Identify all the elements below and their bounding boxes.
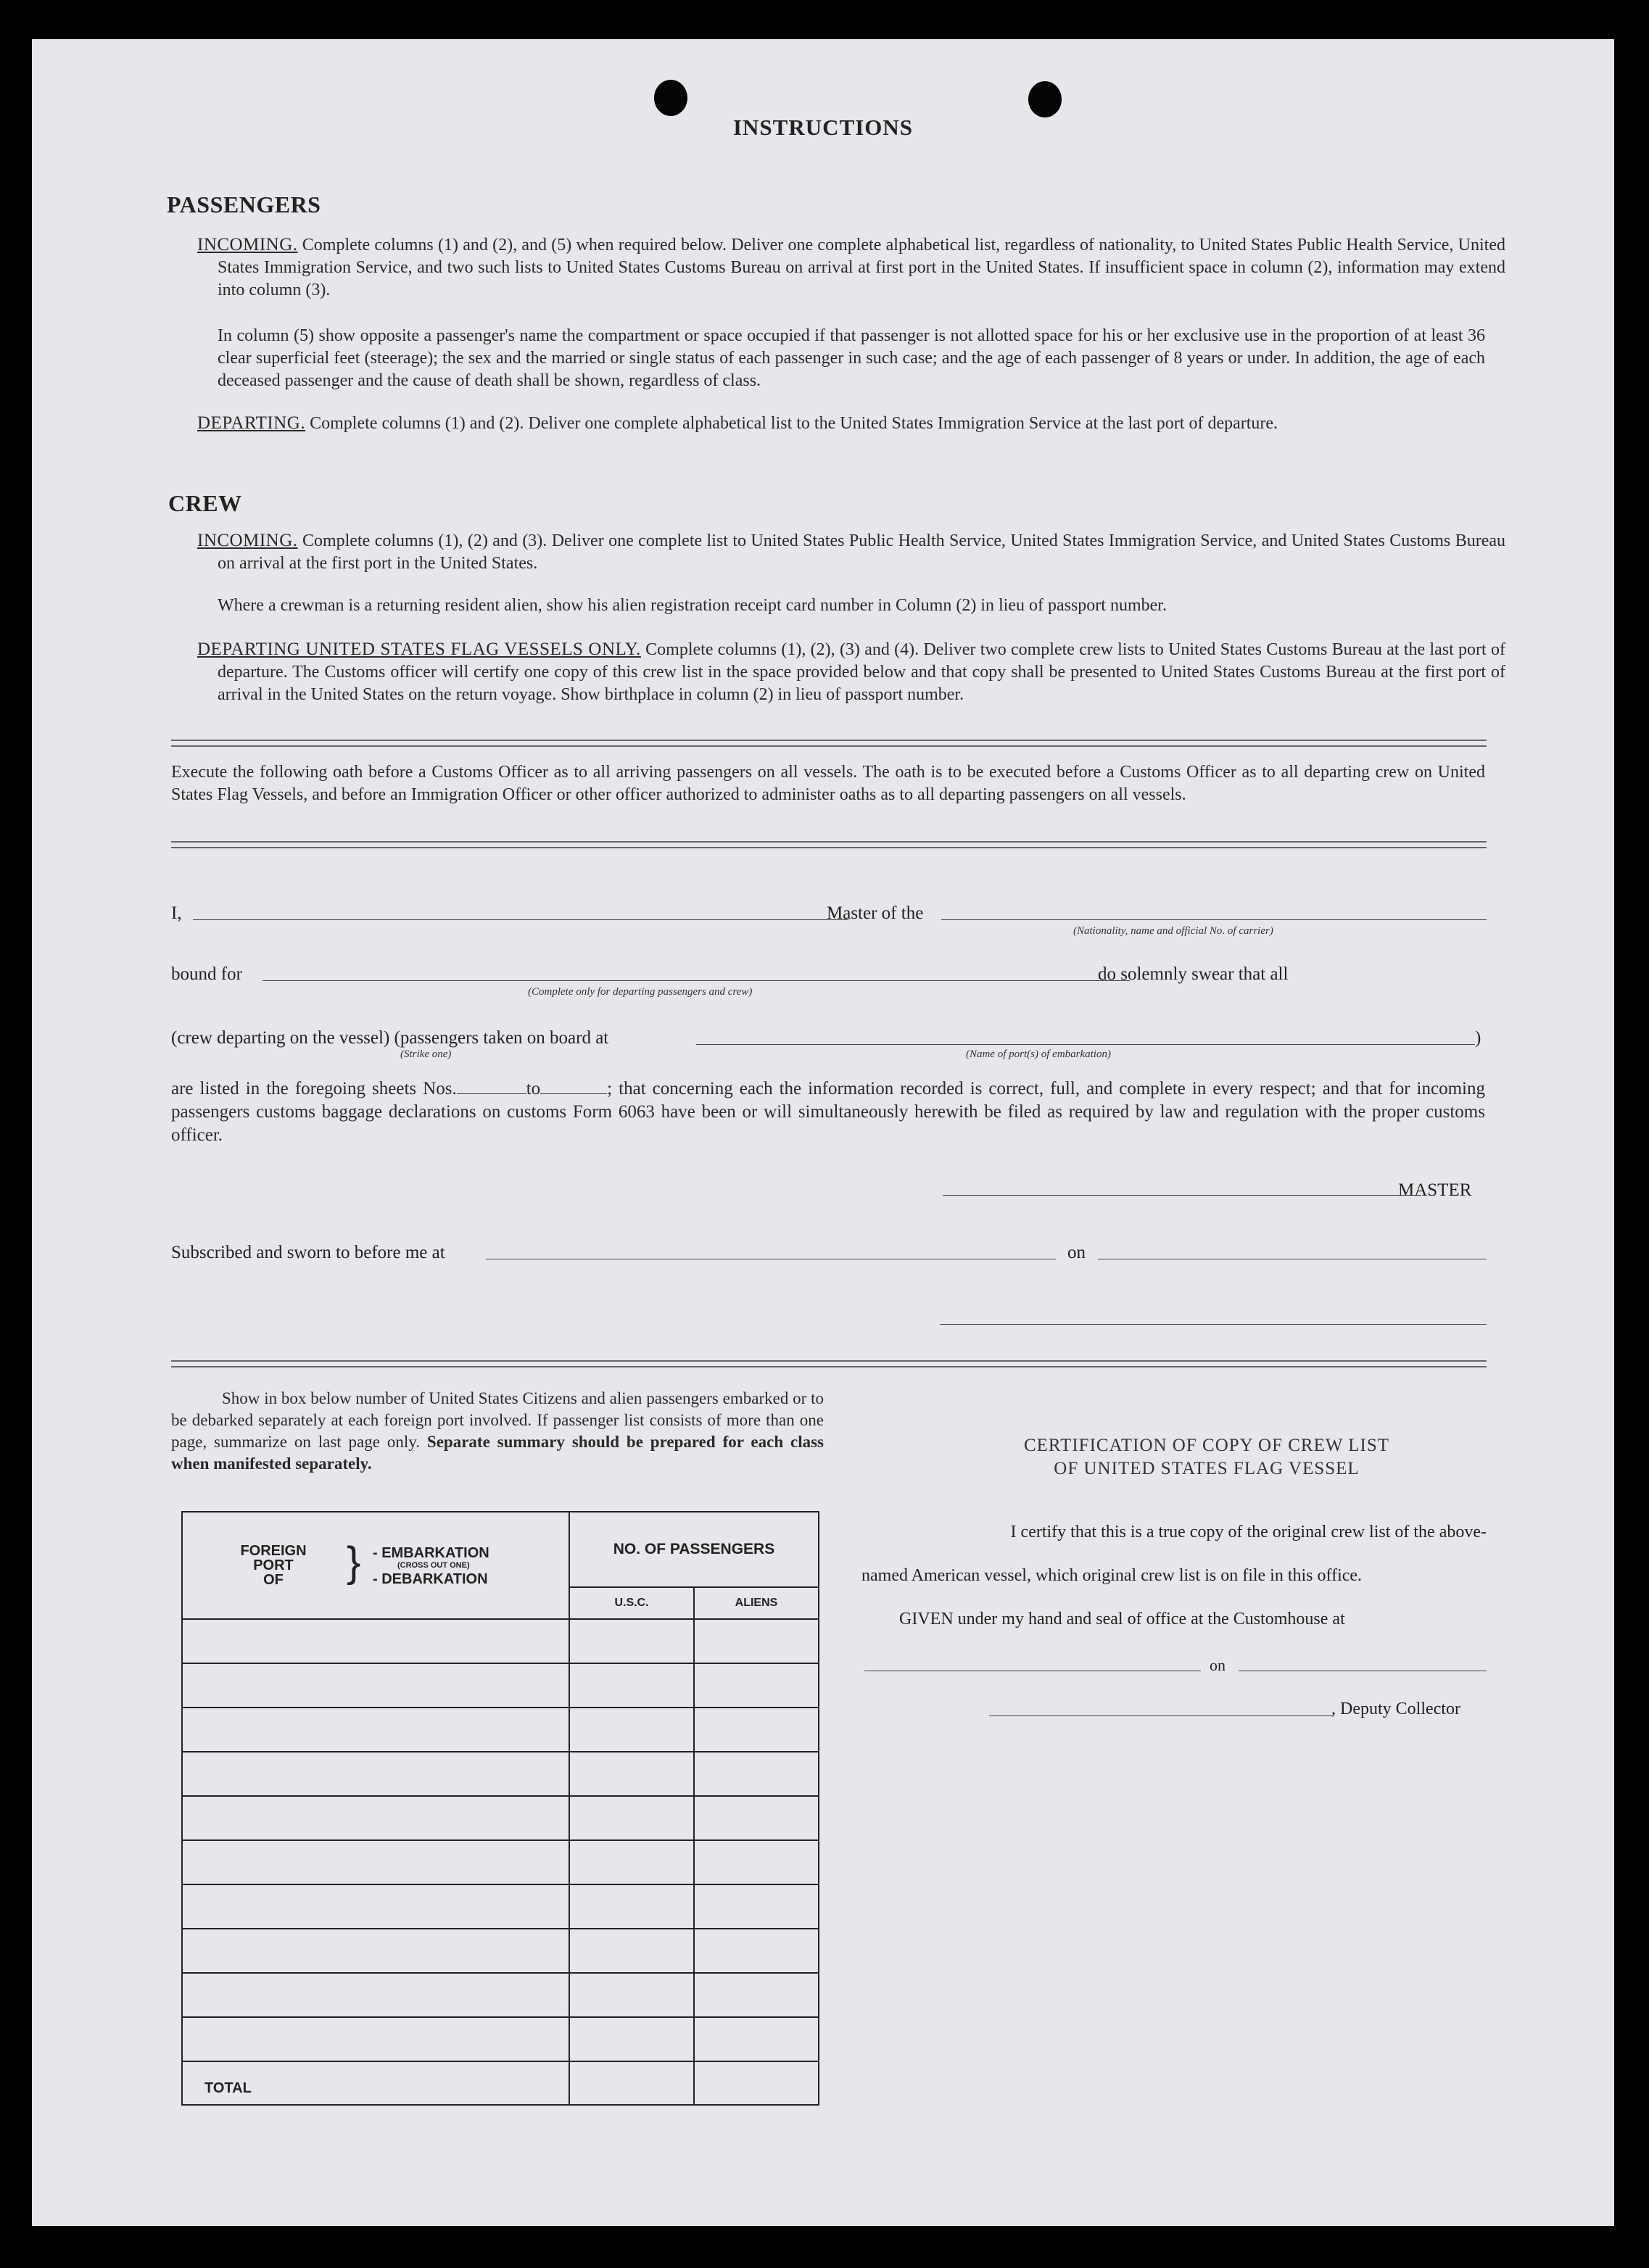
- aliens-cell[interactable]: [694, 2017, 819, 2061]
- certification-line1: I certify that this is a true copy of the original crew list of the above-: [1010, 1523, 1487, 1541]
- certification-line3: GIVEN under my hand and seal of office at the Customhouse at: [899, 1610, 1345, 1628]
- aliens-cell[interactable]: [694, 1708, 819, 1752]
- cross-out-label: (CROSS OUT ONE): [397, 1561, 470, 1570]
- aliens-total-cell[interactable]: [694, 2061, 819, 2105]
- usc-cell[interactable]: [569, 1796, 694, 1840]
- master-signature-field[interactable]: [943, 1195, 1421, 1196]
- strike-one-hint: (Strike one): [400, 1048, 452, 1060]
- summary-note-text: Show in box below number of United States Citizens and alien passengers embarked or to be debarked separately at each foreign port involved. If passenger list consists of more than one page, summarize on last page only.: [171, 1389, 824, 1451]
- debarkation-label: - DEBARKATION: [373, 1571, 488, 1587]
- form-sheet: [32, 39, 1614, 2226]
- port-cell[interactable]: [182, 1708, 569, 1752]
- aliens-cell[interactable]: [694, 1796, 819, 1840]
- sheet-to-field[interactable]: [540, 1079, 607, 1094]
- port-cell[interactable]: [182, 1929, 569, 1973]
- aliens-cell[interactable]: [694, 1840, 819, 1884]
- crew-incoming-text: Complete columns (1), (2) and (3). Deliver one complete list to United States Public Health Service, United States Immigration Service, and United States Customs Bureau on arrival at the first port in the United States.: [218, 531, 1505, 573]
- passengers-incoming-label: INCOMING.: [197, 235, 298, 254]
- no-passengers-header: NO. OF PASSENGERS: [569, 1512, 819, 1587]
- brace-icon: }: [347, 1539, 361, 1586]
- usc-total-cell[interactable]: [569, 2061, 694, 2105]
- section-divider: [171, 1360, 1487, 1367]
- subscribed-label: Subscribed and sworn to before me at: [171, 1243, 445, 1262]
- port-cell[interactable]: [182, 1663, 569, 1708]
- foreign-label: FOREIGN: [240, 1543, 307, 1559]
- bound-for-label: bound for: [171, 964, 242, 984]
- usc-cell[interactable]: [569, 1752, 694, 1796]
- crew-heading: CREW: [168, 490, 242, 516]
- section-divider: [171, 740, 1487, 747]
- passengers-column5-paragraph: In column (5) show opposite a passenger's name the compartment or space occupied if that passenger is not allotted space for his or her exclusive use in the proportion of at least 36 clear superficial feet (steerage); the sex and the married or single status of each passenger in such case; and the age of each passenger of 8 years or under. In addition, the age of each deceased passenger and the cause of death shall be shown, regardless of class.: [218, 326, 1485, 390]
- master-name-field[interactable]: [193, 919, 848, 920]
- passengers-departing-text: Complete columns (1) and (2). Deliver one complete alphabetical list to the United States Immigration Service at the last port of departure.: [310, 414, 1278, 433]
- total-label: TOTAL: [204, 2080, 252, 2096]
- port-cell[interactable]: [182, 1973, 569, 2017]
- section-divider: [171, 841, 1487, 848]
- crew-incoming-paragraph: [197, 529, 1505, 575]
- officer-signature-field[interactable]: [940, 1324, 1487, 1325]
- passenger-summary-table: [181, 1511, 819, 2106]
- oath-i-label: I,: [171, 903, 182, 923]
- passengers-departing-label: DEPARTING.: [197, 413, 306, 433]
- embarkation-label: - EMBARKATION: [373, 1545, 489, 1561]
- passengers-heading: PASSENGERS: [167, 191, 321, 218]
- usc-cell[interactable]: [569, 1840, 694, 1884]
- usc-cell[interactable]: [569, 1929, 694, 1973]
- certification-title-line2: OF UNITED STATES FLAG VESSEL: [1054, 1459, 1360, 1478]
- listed-rest: ; that concerning each the information recorded is correct, full, and complete in every respect; and that for incoming passengers customs baggage declarations on customs Form 6063 have been or will simultaneously herewith be filed as required by law and regulation with the proper customs officer.: [171, 1079, 1485, 1145]
- listed-paragraph: [171, 1077, 1485, 1147]
- usc-header: U.S.C.: [569, 1587, 694, 1619]
- to-label: to: [526, 1079, 541, 1098]
- usc-cell[interactable]: [569, 1884, 694, 1929]
- deputy-collector-label: , Deputy Collector: [1331, 1700, 1460, 1718]
- port-cell[interactable]: [182, 1619, 569, 1663]
- usc-cell[interactable]: [569, 1663, 694, 1708]
- crew-departing-label: DEPARTING UNITED STATES FLAG VESSELS ONLY.: [197, 640, 641, 659]
- port-label: PORT: [253, 1557, 294, 1573]
- port-cell[interactable]: [182, 1884, 569, 1929]
- crew-departing-paragraph: [197, 638, 1505, 706]
- usc-cell[interactable]: [569, 1973, 694, 2017]
- listed-label: are listed in the foregoing sheets Nos.: [171, 1079, 457, 1098]
- crew-passengers-text: (crew departing on the vessel) (passengers taken on board at: [171, 1028, 609, 1048]
- aliens-cell[interactable]: [694, 1663, 819, 1708]
- total-row-label-cell: [182, 2061, 569, 2105]
- destination-field[interactable]: [263, 980, 1130, 981]
- usc-cell[interactable]: [569, 2017, 694, 2061]
- passengers-departing-paragraph: [197, 412, 1505, 435]
- certification-title-line1: CERTIFICATION OF COPY OF CREW LIST: [1023, 1436, 1390, 1455]
- usc-cell[interactable]: [569, 1619, 694, 1663]
- of-label: OF: [263, 1572, 284, 1588]
- port-hint: (Name of port(s) of embarkation): [966, 1048, 1111, 1060]
- foreign-port-label: [226, 1544, 321, 1587]
- port-cell[interactable]: [182, 1796, 569, 1840]
- close-paren: ): [1475, 1028, 1481, 1048]
- master-label: MASTER: [1398, 1180, 1472, 1200]
- aliens-cell[interactable]: [694, 1884, 819, 1929]
- passengers-incoming-paragraph: [197, 233, 1505, 302]
- sheet-from-field[interactable]: [457, 1079, 526, 1094]
- destination-hint: (Complete only for departing passengers and crew): [528, 986, 753, 998]
- aliens-cell[interactable]: [694, 1973, 819, 2017]
- embarkation-port-field[interactable]: [696, 1044, 1475, 1045]
- port-cell[interactable]: [182, 2017, 569, 2061]
- summary-note-bold: Separate summary should be prepared for each class when manifested separately.: [171, 1433, 824, 1473]
- certification-line2: named American vessel, which original crew list is on file in this office.: [861, 1566, 1363, 1585]
- carrier-field[interactable]: [941, 919, 1487, 920]
- aliens-cell[interactable]: [694, 1929, 819, 1973]
- page-title: INSTRUCTIONS: [732, 115, 913, 140]
- aliens-cell[interactable]: [694, 1752, 819, 1796]
- certification-on-label: on: [1210, 1656, 1226, 1674]
- crew-resident-paragraph: Where a crewman is a returning resident alien, show his alien registration receipt card number in Column (2) in lieu of passport number.: [218, 596, 1167, 615]
- aliens-header: ALIENS: [694, 1587, 819, 1619]
- aliens-cell[interactable]: [694, 1619, 819, 1663]
- sworn-on-label: on: [1067, 1243, 1086, 1262]
- carrier-hint: (Nationality, name and official No. of carrier): [1073, 925, 1273, 937]
- port-cell[interactable]: [182, 1752, 569, 1796]
- crew-departing-text: Complete columns (1), (2), (3) and (4). Deliver two complete crew lists to United States Customs Bureau at the last port of departure. The Customs officer will certify one copy of this crew list in the space provided below and that copy shall be presented to United States Customs Bureau at the first port of arrival in the United States on the return voyage. Show birthplace in column (2) in lieu of passport number.: [218, 640, 1505, 704]
- port-column-header: [182, 1512, 569, 1619]
- swear-text: do solemnly swear that all: [1098, 964, 1289, 984]
- punch-hole-left: [654, 80, 687, 116]
- punch-hole-right: [1028, 81, 1062, 117]
- passengers-incoming-text: Complete columns (1) and (2), and (5) when required below. Deliver one complete alphabetical list, regardless of nationality, to United States Public Health Service, United States Immigration Service, and two such lists to United States Customs Bureau on arrival at first port in the United States. If insufficient space in column (2), information may extend into column (3).: [218, 236, 1506, 299]
- crew-incoming-label: INCOMING.: [197, 531, 298, 550]
- oath-intro: Execute the following oath before a Customs Officer as to all arriving passengers on all vessels. The oath is to be executed before a Customs Officer as to all departing crew on United States Flag Vessels, and before an Immigration Officer or other officer authorized to administer oaths as to all departing passengers on all vessels.: [171, 763, 1485, 804]
- master-of-label: Master of the: [827, 903, 924, 923]
- usc-cell[interactable]: [569, 1708, 694, 1752]
- summary-note: [171, 1388, 824, 1475]
- port-cell[interactable]: [182, 1840, 569, 1884]
